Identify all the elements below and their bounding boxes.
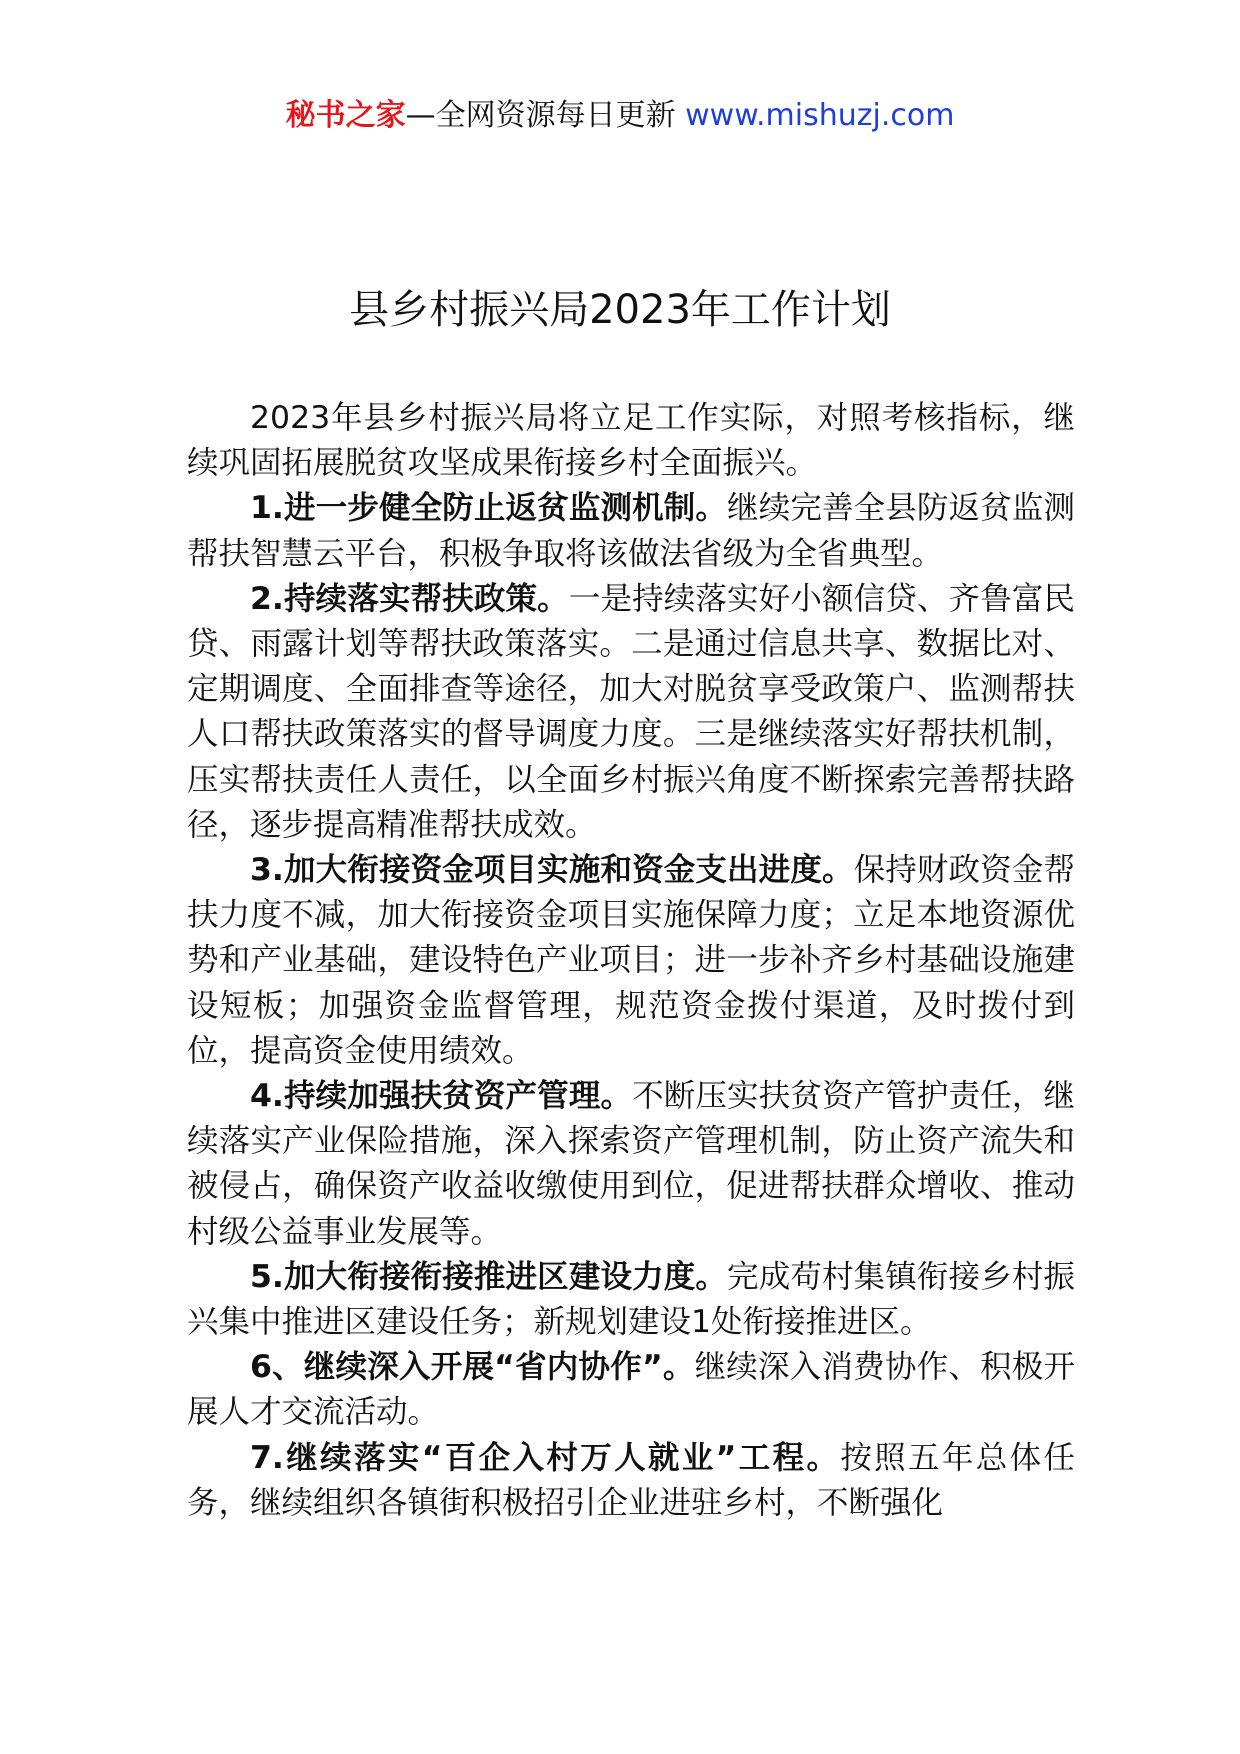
section-paragraph-4: [187, 1074, 1075, 1255]
section-text-1: 继续完善全县防返贫监测帮扶智慧云平台，积极争取将该做法省级为全省典型。: [187, 490, 1075, 572]
section-text-7: 按照五年总体任务，继续组织各镇街积极招引企业进驻乡村，不断强化: [187, 1439, 1075, 1521]
section-paragraph-1: [187, 486, 1075, 576]
intro-paragraph: 2023年县乡村振兴局将立足工作实际，对照考核指标，继续巩固拓展脱贫攻坚成果衔接乡村全面振兴。: [187, 400, 1075, 482]
section-paragraph-3: [187, 848, 1075, 1074]
section-heading-5: 5.加大衔接衔接推进区建设力度。: [250, 1258, 728, 1295]
page-header: [0, 96, 1240, 136]
website-link[interactable]: www.mishuzj.com: [685, 98, 955, 133]
section-text-3: 保持财政资金帮扶力度不减，加大衔接资金项目实施保障力度；立足本地资源优势和产业基础，建设特色产业项目；进一步补齐乡村基础设施建设短板；加强资金监督管理，规范资金拨付渠道，及时拨付到位，提高资金使用绩效。: [187, 852, 1075, 1069]
section-heading-2: 2.持续落实帮扶政策。: [250, 580, 569, 617]
section-heading-4: 4.持续加强扶贫资产管理。: [250, 1078, 633, 1115]
document-title: 县乡村振兴局2023年工作计划: [349, 287, 891, 333]
section-paragraph-5: [187, 1255, 1075, 1345]
section-heading-7: 7.继续落实“百企入村万人就业”工程。: [250, 1439, 841, 1476]
section-text-5: 完成苟村集镇衔接乡村振兴集中推进区建设任务；新规划建设1处衔接推进区。: [187, 1258, 1075, 1341]
section-heading-3: 3.加大衔接资金项目实施和资金支出进度。: [250, 852, 854, 889]
section-paragraph-2: [187, 577, 1075, 848]
header-slogan: —全网资源每日更新: [405, 98, 676, 133]
section-paragraph-6: [187, 1345, 1075, 1435]
document-body: [187, 396, 1075, 1526]
section-heading-1: 1.进一步健全防止返贫监测机制。: [250, 490, 728, 527]
section-text-6: 继续深入消费协作、积极开展人才交流活动。: [187, 1349, 1075, 1431]
section-paragraph-7: [187, 1436, 1075, 1526]
brand-name: 秘书之家: [285, 98, 406, 133]
section-heading-6: 6、继续深入开展“省内协作”。: [250, 1349, 695, 1386]
section-text-4: 不断压实扶贫资产管护责任，继续落实产业保险措施，深入探索资产管理机制，防止资产流失和被侵占，确保资产收益收缴使用到位，促进帮扶群众增收、推动村级公益事业发展等。: [187, 1078, 1075, 1250]
section-text-2: 一是持续落实好小额信贷、齐鲁富民贷、雨露计划等帮扶政策落实。二是通过信息共享、数据比对、定期调度、全面排查等途径，加大对脱贫享受政策户、监测帮扶人口帮扶政策落实的督导调度力度。三是继续落实好帮扶机制，压实帮扶责任人责任，以全面乡村振兴角度不断探索完善帮扶路径，逐步提高精准帮扶成效。: [187, 580, 1075, 843]
